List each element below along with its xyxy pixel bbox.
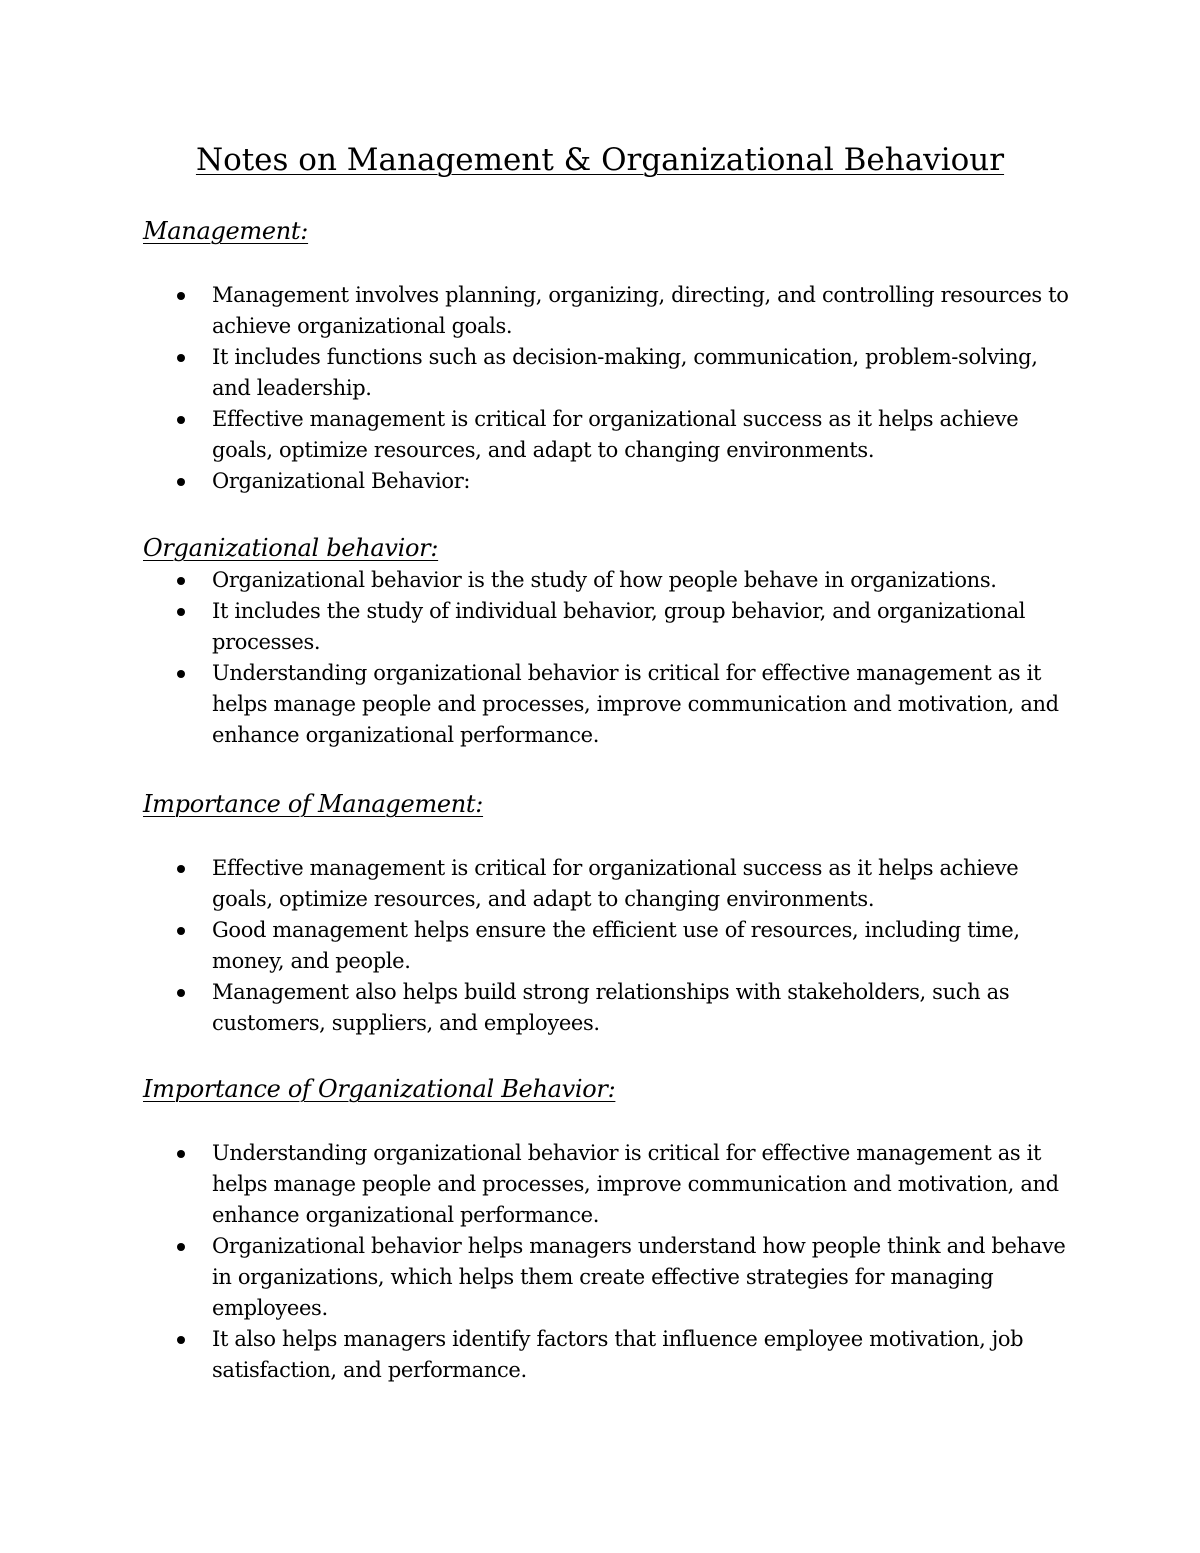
bullet-icon (177, 292, 185, 300)
list-item (143, 565, 1073, 596)
list-item (143, 977, 1073, 1039)
list-item-text: Good management helps ensure the efficient use of resources, including time, money, and people. (212, 918, 1020, 973)
list-item-text: It includes functions such as decision-making, communication, problem-solving, and leadership. (212, 345, 1038, 400)
list-item (143, 280, 1073, 342)
list-item-text: Effective management is critical for organizational success as it helps achieve goals, optimize resources, and adapt to changing environments. (212, 856, 1019, 911)
bullet-icon (177, 865, 185, 873)
section-heading: Importance of Management: (143, 790, 484, 818)
bullet-icon (177, 478, 185, 486)
bullet-icon (177, 670, 185, 678)
list-item-text: Organizational behavior helps managers understand how people think and behave in organizations, which helps them create effective strategies for managing employees. (212, 1234, 1066, 1320)
list-item-text: Management also helps build strong relationships with stakeholders, such as customers, suppliers, and employees. (212, 980, 1010, 1035)
list-item-text: Understanding organizational behavior is critical for effective management as it helps manage people and processes, improve communication and motivation, and enhance organizational performance. (212, 661, 1059, 747)
list-item (143, 1231, 1073, 1324)
list-item-text: It includes the study of individual behavior, group behavior, and organizational processes. (212, 599, 1026, 654)
bullet-icon (177, 1150, 185, 1158)
section-heading: Organizational behavior: (143, 534, 439, 562)
section-heading: Importance of Organizational Behavior: (143, 1075, 616, 1103)
bullet-list (143, 280, 1073, 497)
list-item (143, 915, 1073, 977)
section-importance-of-organizational-behavior (143, 1074, 1073, 1386)
bullet-list (143, 853, 1073, 1039)
bullet-list (143, 1138, 1073, 1386)
list-item (143, 596, 1073, 658)
bullet-icon (177, 577, 185, 585)
list-item (143, 853, 1073, 915)
list-item-text: Management involves planning, organizing, directing, and controlling resources to achieve organizational goals. (212, 283, 1069, 338)
list-item (143, 1138, 1073, 1231)
document-title: Notes on Management & Organizational Behaviour (195, 142, 1005, 178)
bullet-icon (177, 989, 185, 997)
section-management (143, 216, 1073, 497)
bullet-icon (177, 1243, 185, 1251)
list-item (143, 404, 1073, 466)
bullet-icon (177, 354, 185, 362)
list-item (143, 342, 1073, 404)
bullet-icon (177, 608, 185, 616)
list-item-text: Organizational Behavior: (212, 469, 471, 493)
list-item-text: Organizational behavior is the study of how people behave in organizations. (212, 568, 997, 592)
bullet-icon (177, 416, 185, 424)
bullet-icon (177, 1336, 185, 1344)
list-item (143, 658, 1073, 751)
list-item (143, 466, 1073, 497)
bullet-icon (177, 927, 185, 935)
list-item-text: Understanding organizational behavior is critical for effective management as it helps manage people and processes, improve communication and motivation, and enhance organizational performance. (212, 1141, 1059, 1227)
section-importance-of-management (143, 789, 1073, 1039)
list-item-text: It also helps managers identify factors that influence employee motivation, job satisfaction, and performance. (212, 1327, 1024, 1382)
bullet-list (143, 565, 1073, 751)
section-heading: Management: (143, 217, 309, 245)
list-item-text: Effective management is critical for organizational success as it helps achieve goals, optimize resources, and adapt to changing environments. (212, 407, 1019, 462)
list-item (143, 1324, 1073, 1386)
section-organizational-behavior (143, 533, 1073, 751)
